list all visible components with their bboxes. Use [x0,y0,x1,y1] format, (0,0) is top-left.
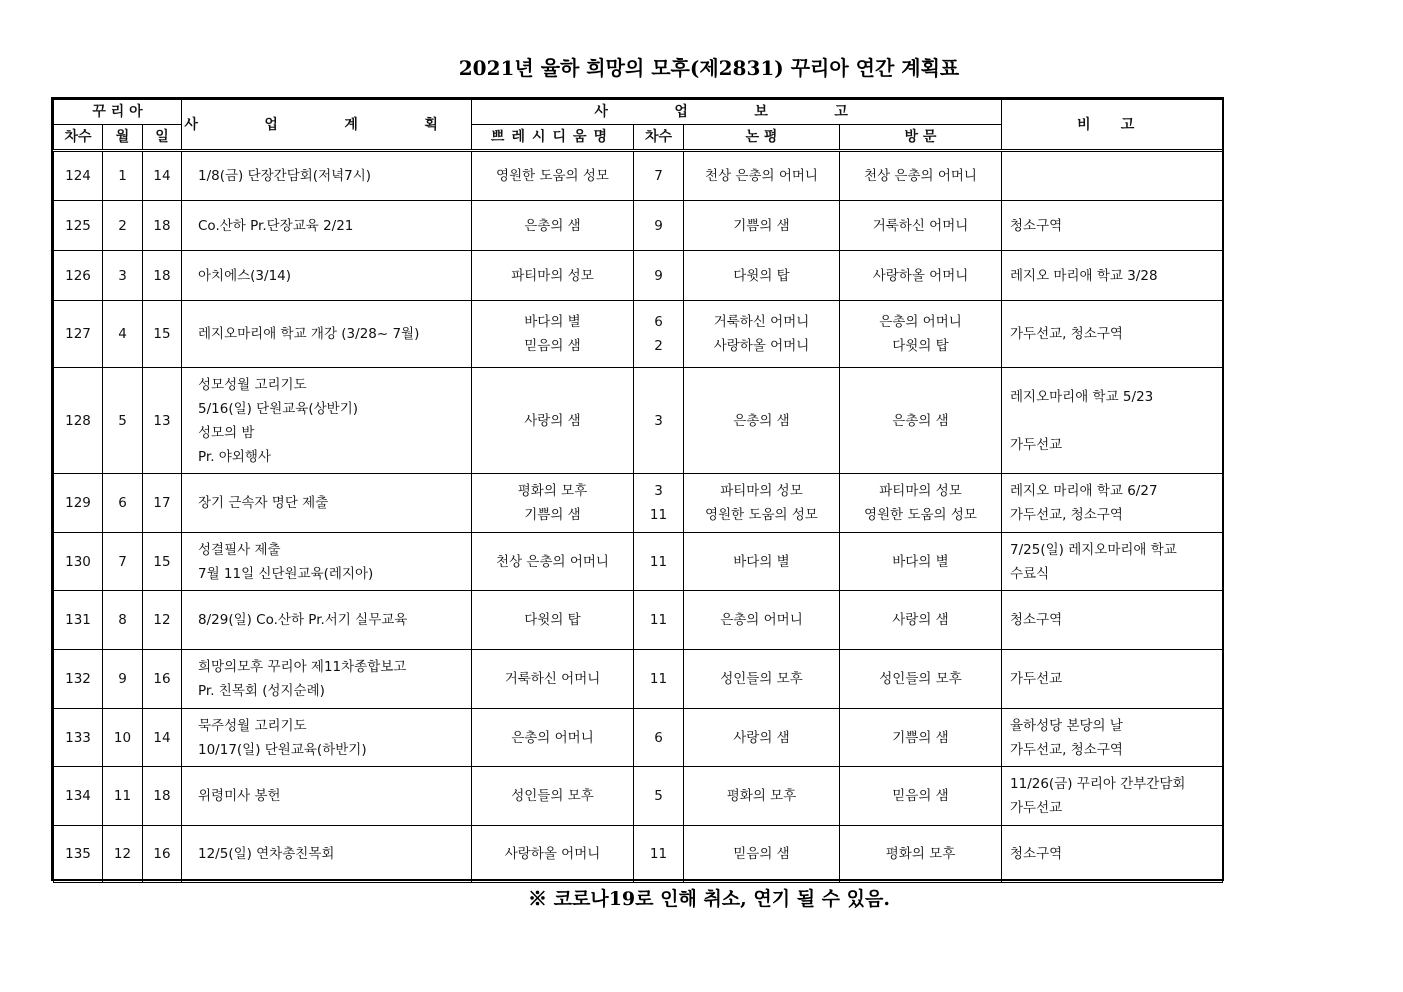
cell-visit [840,650,1002,709]
cell-report-cha-su-line: 11 [649,553,668,570]
cell-remarks-line: 율하성당 본당의 날 [1010,717,1123,734]
cell-day: 12 [143,591,182,650]
cell-review [684,368,840,474]
cell-remarks-line: 가두선교, 청소구역 [1010,741,1123,758]
cell-remarks [1002,368,1223,474]
cell-review-line: 기쁨의 샘 [733,217,790,234]
cell-day: 16 [143,650,182,709]
header-remarks [1002,100,1223,151]
cell-business-plan-line: 12/5(일) 연차총친목회 [198,846,335,862]
cell-month: 9 [103,650,143,709]
cell-remarks [1002,301,1223,368]
cell-praesidium-name [472,767,634,826]
cell-cha-su: 130 [54,533,103,591]
cell-business-plan [182,201,472,251]
cell-praesidium-name [472,826,634,883]
cell-review [684,767,840,826]
table-row [54,251,1223,301]
cell-praesidium-name-line: 영원한 도움의 성모 [496,168,609,184]
cell-day: 18 [143,251,182,301]
cell-report-cha-su [634,151,684,201]
cell-month: 7 [103,533,143,591]
cell-review-line: 은총의 어머니 [720,612,803,628]
cell-praesidium-name [472,251,634,301]
cell-praesidium-name-line: 성인들의 모후 [511,788,594,804]
cell-visit-line: 천상 은총의 어머니 [864,168,977,184]
header-visit: 방 문 [840,125,1002,151]
cell-praesidium-name-line: 파티마의 성모 [511,267,594,284]
cell-review-line: 영원한 도움의 성모 [705,507,818,523]
cell-report-cha-su [634,826,684,883]
cell-cha-su: 128 [54,368,103,474]
cell-review [684,650,840,709]
cell-visit-line: 파티마의 성모 [879,483,962,499]
cell-praesidium-name-line: 믿음의 샘 [524,338,581,354]
cell-report-cha-su [634,368,684,474]
cell-visit [840,591,1002,650]
cell-month: 12 [103,826,143,883]
cell-visit [840,709,1002,767]
cell-review [684,201,840,251]
cell-visit-line: 평화의 모후 [885,846,956,862]
cell-review-line: 은총의 샘 [733,412,790,429]
cell-review [684,301,840,368]
table-row [54,474,1223,533]
cell-remarks [1002,474,1223,533]
cell-visit-line: 기쁨의 샘 [892,729,949,746]
cell-review-line: 천상 은총의 어머니 [705,168,818,184]
cell-visit-line: 다윗의 탑 [892,338,949,354]
cell-business-plan [182,368,472,474]
cell-report-cha-su [634,650,684,709]
cell-remarks [1002,767,1223,826]
cell-review-line: 성인들의 모후 [720,671,803,687]
cell-business-plan-line: Pr. 야외행사 [198,448,271,465]
cell-day: 18 [143,201,182,251]
cell-remarks-line: 7/25(일) 레지오마리애 학교 [1010,541,1177,558]
cell-praesidium-name [472,709,634,767]
header-month: 월 [103,125,143,151]
cell-business-plan [182,533,472,591]
cell-report-cha-su [634,474,684,533]
cell-review [684,591,840,650]
cell-praesidium-name-line: 은총의 어머니 [511,729,594,746]
cell-cha-su: 129 [54,474,103,533]
cell-month: 5 [103,368,143,474]
cell-cha-su: 127 [54,301,103,368]
cell-remarks [1002,201,1223,251]
cell-report-cha-su-line: 11 [649,507,668,523]
cell-review [684,151,840,201]
cell-business-plan [182,709,472,767]
cell-day: 16 [143,826,182,883]
cell-report-cha-su [634,301,684,368]
cell-day: 17 [143,474,182,533]
cell-cha-su: 125 [54,201,103,251]
header-praesidium-label: 쁘레시디움명 [490,129,615,145]
cell-visit-line: 믿음의 샘 [892,788,949,804]
cell-remarks-line: 가두선교 [1010,436,1063,453]
document-title: 2021년 율하 희망의 모후(제2831) 꾸리아 연간 계획표 [458,56,960,80]
cell-visit-line: 은총의 어머니 [879,314,962,330]
cell-business-plan-line: 레지오마리애 학교 개강 (3/28~ 7월) [198,326,420,342]
cell-review-line: 파티마의 성모 [720,483,803,499]
cell-visit [840,201,1002,251]
cell-business-plan-line: 위령미사 봉헌 [198,788,281,804]
header-business-plan [182,100,472,151]
cell-review [684,474,840,533]
cell-praesidium-name-line: 바다의 별 [524,314,581,330]
cell-report-cha-su [634,767,684,826]
annual-plan-table [53,99,1223,883]
cell-month: 11 [103,767,143,826]
cell-review [684,826,840,883]
cell-remarks-line: 레지오 마리애 학교 3/28 [1010,267,1158,284]
cell-business-plan [182,591,472,650]
cell-business-plan-line: 10/17(일) 단원교육(하반기) [198,741,367,758]
cell-business-plan-line: 희망의모후 꾸리아 제11차종합보고 [198,659,407,675]
table-row [54,591,1223,650]
cell-praesidium-name-line: 거룩하신 어머니 [504,671,601,687]
cell-remarks-line: 청소구역 [1010,217,1063,234]
cell-review-line: 평화의 모후 [726,788,797,804]
table-body [54,151,1223,883]
cell-business-plan [182,151,472,201]
cell-report-cha-su-line: 11 [649,612,668,628]
cell-remarks [1002,650,1223,709]
cell-business-plan-line: 성결필사 제출 [198,541,281,558]
cell-business-plan-line: 7월 11일 신단원교육(레지아) [198,565,374,582]
cell-report-cha-su-line: 9 [654,217,663,234]
table-row [54,533,1223,591]
cell-report-cha-su [634,201,684,251]
cell-review [684,533,840,591]
cell-cha-su: 124 [54,151,103,201]
table-row [54,368,1223,474]
cell-cha-su: 131 [54,591,103,650]
cell-visit [840,826,1002,883]
cell-business-plan-line: 8/29(일) Co.산하 Pr.서기 실무교육 [198,612,408,628]
table-row [54,151,1223,201]
cell-visit [840,767,1002,826]
cell-business-plan-line: 장기 근속자 명단 제출 [198,495,329,511]
cell-business-plan-line: Co.산하 Pr.단장교육 2/21 [198,217,354,234]
cell-remarks-line: 레지오마리애 학교 5/23 [1010,388,1154,405]
cell-report-cha-su-line: 3 [654,412,663,429]
cell-day: 13 [143,368,182,474]
cell-visit [840,533,1002,591]
table-row [54,301,1223,368]
header-day: 일 [143,125,182,151]
cell-business-plan-line: 5/16(일) 단원교육(상반기) [198,400,359,417]
header-business-report [472,100,1002,125]
cell-remarks [1002,151,1223,201]
cell-visit-line: 은총의 샘 [892,412,949,429]
cell-visit-line: 사랑하올 어머니 [872,267,969,284]
cell-praesidium-name-line: 천상 은총의 어머니 [496,553,609,570]
cell-month: 4 [103,301,143,368]
cell-praesidium-name [472,301,634,368]
cell-report-cha-su [634,533,684,591]
cell-report-cha-su-line: 5 [654,788,663,804]
cell-report-cha-su [634,709,684,767]
cell-report-cha-su-line: 6 [654,729,663,746]
cell-praesidium-name [472,201,634,251]
cell-cha-su: 126 [54,251,103,301]
cell-business-plan-line: Pr. 친목회 (성지순례) [198,683,325,699]
cell-praesidium-name [472,474,634,533]
cell-business-plan-line: 성모성월 고리기도 [198,376,307,393]
header-remarks-label: 비 고 [1077,116,1147,133]
cell-day: 14 [143,709,182,767]
cell-report-cha-su-line: 7 [654,168,663,184]
cell-remarks-line [1010,164,1216,188]
header-praesidium-name [472,125,634,151]
table-row [54,826,1223,883]
cell-visit-line: 거룩하신 어머니 [872,217,969,234]
cell-business-plan-line: 1/8(금) 단장간담회(저녁7시) [198,168,372,184]
cell-remarks-line: 가두선교, 청소구역 [1010,507,1123,523]
cell-review-line: 사랑의 샘 [733,729,790,746]
cell-review-line: 사랑하올 어머니 [713,338,810,354]
cell-review [684,709,840,767]
cell-business-plan [182,650,472,709]
cell-visit-line: 영원한 도움의 성모 [864,507,977,523]
cell-visit-line: 성인들의 모후 [879,671,962,687]
cell-visit [840,368,1002,474]
cell-business-plan-line: 성모의 밤 [198,424,255,441]
cell-report-cha-su-line: 11 [649,846,668,862]
cell-remarks-line [1010,409,1216,433]
cell-review-line: 믿음의 샘 [733,846,790,862]
cell-praesidium-name [472,650,634,709]
covid-footnote: ※ 코로나19로 인해 취소, 연기 될 수 있음. [528,888,890,910]
cell-praesidium-name [472,533,634,591]
header-review: 논 평 [684,125,840,151]
cell-remarks [1002,591,1223,650]
header-report-cha-su: 차수 [634,125,684,151]
cell-praesidium-name-line: 기쁨의 샘 [524,507,581,523]
cell-remarks-line: 수료식 [1010,565,1050,582]
cell-praesidium-name-line: 사랑의 샘 [524,412,581,429]
header-business-report-label: 사 업 보 고 [594,104,879,120]
cell-month: 6 [103,474,143,533]
cell-business-plan [182,826,472,883]
header-business-plan-label: 사 업 계 획 [184,116,469,133]
cell-cha-su: 134 [54,767,103,826]
cell-business-plan [182,301,472,368]
cell-report-cha-su-line: 2 [654,338,663,354]
cell-praesidium-name-line: 다윗의 탑 [524,612,581,628]
cell-day: 14 [143,151,182,201]
table-row [54,201,1223,251]
cell-praesidium-name-line: 은총의 샘 [524,217,581,234]
cell-praesidium-name [472,151,634,201]
cell-day: 15 [143,533,182,591]
cell-visit-line: 사랑의 샘 [892,612,949,628]
cell-report-cha-su-line: 3 [654,483,663,499]
cell-business-plan-line: 아치에스(3/14) [198,267,292,284]
cell-business-plan-line: 묵주성월 고리기도 [198,717,307,734]
cell-review [684,251,840,301]
cell-remarks-line: 11/26(금) 꾸리아 간부간담회 [1010,776,1186,792]
cell-praesidium-name-line: 평화의 모후 [517,483,588,499]
cell-cha-su: 132 [54,650,103,709]
cell-report-cha-su-line: 9 [654,267,663,284]
cell-remarks-line: 청소구역 [1010,612,1063,628]
table-row [54,650,1223,709]
annual-plan-table-frame [51,97,1224,881]
cell-visit [840,474,1002,533]
cell-month: 8 [103,591,143,650]
cell-remarks-line: 레지오 마리애 학교 6/27 [1010,483,1158,499]
cell-month: 3 [103,251,143,301]
cell-day: 15 [143,301,182,368]
cell-remarks [1002,826,1223,883]
cell-month: 10 [103,709,143,767]
cell-report-cha-su-line: 11 [649,671,668,687]
cell-visit [840,151,1002,201]
table-row [54,767,1223,826]
cell-review-line: 거룩하신 어머니 [713,314,810,330]
cell-review-line: 바다의 별 [733,553,790,570]
cell-visit [840,301,1002,368]
cell-praesidium-name [472,368,634,474]
cell-month: 2 [103,201,143,251]
cell-report-cha-su [634,251,684,301]
cell-month: 1 [103,151,143,201]
cell-business-plan [182,767,472,826]
cell-praesidium-name-line: 사랑하올 어머니 [504,846,601,862]
cell-cha-su: 133 [54,709,103,767]
cell-report-cha-su [634,591,684,650]
cell-remarks [1002,251,1223,301]
cell-praesidium-name [472,591,634,650]
header-curia: 꾸 리 아 [54,100,182,125]
cell-remarks-line: 가두선교 [1010,671,1063,687]
cell-cha-su: 135 [54,826,103,883]
cell-visit [840,251,1002,301]
cell-report-cha-su-line: 6 [654,314,663,330]
cell-remarks-line: 가두선교 [1010,800,1063,816]
cell-visit-line: 바다의 별 [892,553,949,570]
table-row [54,709,1223,767]
cell-remarks [1002,533,1223,591]
cell-day: 18 [143,767,182,826]
cell-review-line: 다윗의 탑 [733,267,790,284]
cell-business-plan [182,474,472,533]
header-cha-su: 차수 [54,125,103,151]
cell-remarks-line: 가두선교, 청소구역 [1010,326,1123,342]
cell-remarks-line: 청소구역 [1010,846,1063,862]
cell-remarks [1002,709,1223,767]
cell-business-plan [182,251,472,301]
